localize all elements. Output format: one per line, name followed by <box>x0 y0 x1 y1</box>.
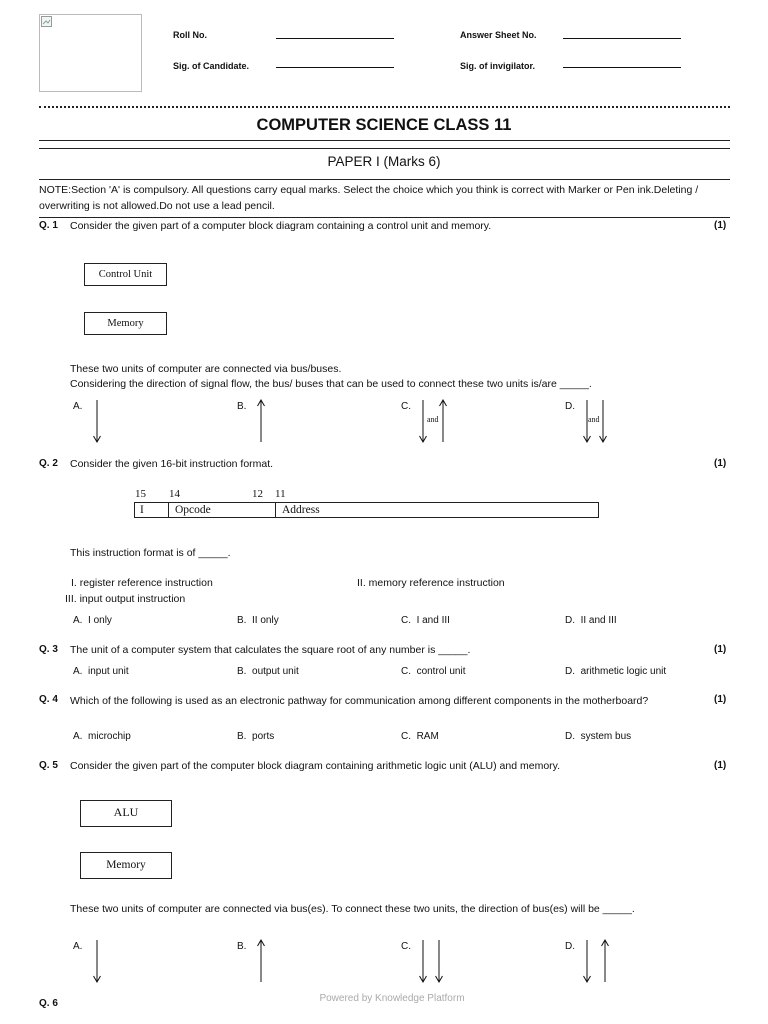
option-d[interactable] <box>565 615 617 626</box>
question-line: Considering the direction of signal flow, the bus/ buses that can be used to connect these two units is/are _____. <box>70 378 592 390</box>
question-line: This instruction format is of _____. <box>70 547 231 559</box>
option-c-label[interactable]: C. <box>401 401 411 412</box>
bit-label-14: 14 <box>169 488 180 500</box>
question-number: Q. 6 <box>39 998 58 1009</box>
arrow-up-icon <box>437 399 449 443</box>
option-a[interactable] <box>73 666 129 677</box>
option-c[interactable] <box>401 615 450 626</box>
option-letter: B. <box>237 666 247 677</box>
option-c[interactable] <box>401 731 439 742</box>
question-text: Consider the given part of a computer block diagram containing a control unit and memory. <box>70 220 492 232</box>
memory-box: Memory <box>84 312 167 335</box>
dotted-divider <box>39 106 730 108</box>
statement-item: II. memory reference instruction <box>357 577 505 589</box>
field-address: Address <box>282 504 320 516</box>
sig-invigilator-label: Sig. of invigilator. <box>460 61 536 71</box>
sig-invigilator-line[interactable] <box>563 67 681 68</box>
and-label: and <box>427 415 439 424</box>
question-marks: (1) <box>714 220 727 231</box>
instruction-format-table <box>134 502 599 518</box>
arrow-down-icon <box>91 399 103 443</box>
sig-candidate-line[interactable] <box>276 67 394 68</box>
option-letter: D. <box>565 666 575 677</box>
arrow-down-icon <box>417 939 429 983</box>
option-letter: B. <box>237 731 247 742</box>
option-text: II only <box>252 615 279 626</box>
option-a-label[interactable]: A. <box>73 401 83 412</box>
roll-no-label: Roll No. <box>173 30 207 40</box>
bit-label-15: 15 <box>135 488 146 500</box>
bit-label-11: 11 <box>275 488 286 500</box>
question-number: Q. 3 <box>39 644 58 655</box>
paper-heading: PAPER I (Marks 6) <box>327 154 441 169</box>
title-rule-bottom <box>39 148 730 149</box>
option-b-label[interactable]: B. <box>237 941 247 952</box>
option-d[interactable] <box>565 666 666 677</box>
question-number: Q. 2 <box>39 458 58 469</box>
note-rule <box>39 217 730 218</box>
question-text: The unit of a computer system that calculates the square root of any number is _____. <box>70 644 471 656</box>
question-number: Q. 1 <box>39 220 58 231</box>
option-b[interactable] <box>237 615 279 626</box>
option-b[interactable] <box>237 731 274 742</box>
question-line: These two units of computer are connected via bus(es). To connect these two units, the direction of bus(es) will be _____. <box>70 903 635 915</box>
title-rule-top <box>39 140 730 141</box>
arrow-down-icon <box>91 939 103 983</box>
and-label: and <box>588 415 600 424</box>
option-text: I only <box>88 615 112 626</box>
field-opcode: Opcode <box>175 504 211 516</box>
arrow-down-icon <box>597 399 609 443</box>
question-marks: (1) <box>714 644 727 655</box>
answer-sheet-line[interactable] <box>563 38 681 39</box>
option-text: output unit <box>252 666 299 677</box>
photo-placeholder <box>39 14 142 92</box>
option-d-label[interactable]: D. <box>565 401 575 412</box>
option-text: microchip <box>88 731 131 742</box>
option-a[interactable] <box>73 731 131 742</box>
question-number: Q. 4 <box>39 694 58 705</box>
option-letter: B. <box>237 615 247 626</box>
arrow-up-icon <box>255 399 267 443</box>
broken-image-icon <box>41 16 53 28</box>
option-letter: A. <box>73 615 83 626</box>
option-text: system bus <box>580 731 632 742</box>
arrow-up-icon <box>599 939 611 983</box>
option-text: RAM <box>416 731 439 742</box>
question-text: Consider the given 16-bit instruction format. <box>70 458 274 470</box>
option-text: ports <box>252 731 275 742</box>
field-divider <box>168 503 169 517</box>
statement-item: III. input output instruction <box>65 593 186 605</box>
paper-rule <box>39 179 730 180</box>
field-i: I <box>140 504 144 516</box>
footer-credit: Powered by Knowledge Platform <box>319 993 465 1004</box>
option-text: I and III <box>416 615 450 626</box>
option-d-label[interactable]: D. <box>565 941 575 952</box>
answer-sheet-label: Answer Sheet No. <box>460 30 537 40</box>
question-number: Q. 5 <box>39 760 58 771</box>
option-b-label[interactable]: B. <box>237 401 247 412</box>
bit-label-12: 12 <box>252 488 263 500</box>
question-marks: (1) <box>714 760 727 771</box>
option-text: II and III <box>580 615 617 626</box>
field-divider <box>275 503 276 517</box>
statement-item: I. register reference instruction <box>71 577 213 589</box>
arrow-down-icon <box>433 939 445 983</box>
option-c-label[interactable]: C. <box>401 941 411 952</box>
option-c[interactable] <box>401 666 465 677</box>
option-letter: D. <box>565 615 575 626</box>
sig-candidate-label: Sig. of Candidate. <box>173 61 250 71</box>
option-text: control unit <box>416 666 466 677</box>
question-text: Which of the following is used as an electronic pathway for communication among different components in the motherboard? <box>70 695 649 707</box>
page-title: COMPUTER SCIENCE CLASS 11 <box>256 116 512 134</box>
note-text: NOTE:Section 'A' is compulsory. All questions carry equal marks. Select the choice which you think is correct with Marker or Pen ink.Deleting / overwriting is not allowed.Do not use a lead pencil. <box>39 184 699 212</box>
question-marks: (1) <box>714 458 727 469</box>
option-text: input unit <box>88 666 129 677</box>
question-text: Consider the given part of the computer block diagram containing arithmetic logic unit (ALU) and memory. <box>70 760 561 772</box>
option-letter: C. <box>401 731 411 742</box>
option-letter: D. <box>565 731 575 742</box>
control-unit-box: Control Unit <box>84 263 167 286</box>
arrow-up-icon <box>255 939 267 983</box>
option-letter: A. <box>73 666 83 677</box>
option-a[interactable] <box>73 615 112 626</box>
option-a-label[interactable]: A. <box>73 941 83 952</box>
question-line: These two units of computer are connected via bus/buses. <box>70 363 342 375</box>
option-letter: A. <box>73 731 83 742</box>
option-d[interactable] <box>565 731 631 742</box>
arrow-down-icon <box>581 939 593 983</box>
alu-box: ALU <box>80 800 172 827</box>
option-letter: C. <box>401 666 411 677</box>
roll-no-line[interactable] <box>276 38 394 39</box>
option-text: arithmetic logic unit <box>580 666 667 677</box>
memory-box: Memory <box>80 852 172 879</box>
option-letter: C. <box>401 615 411 626</box>
option-b[interactable] <box>237 666 299 677</box>
question-marks: (1) <box>714 694 727 705</box>
